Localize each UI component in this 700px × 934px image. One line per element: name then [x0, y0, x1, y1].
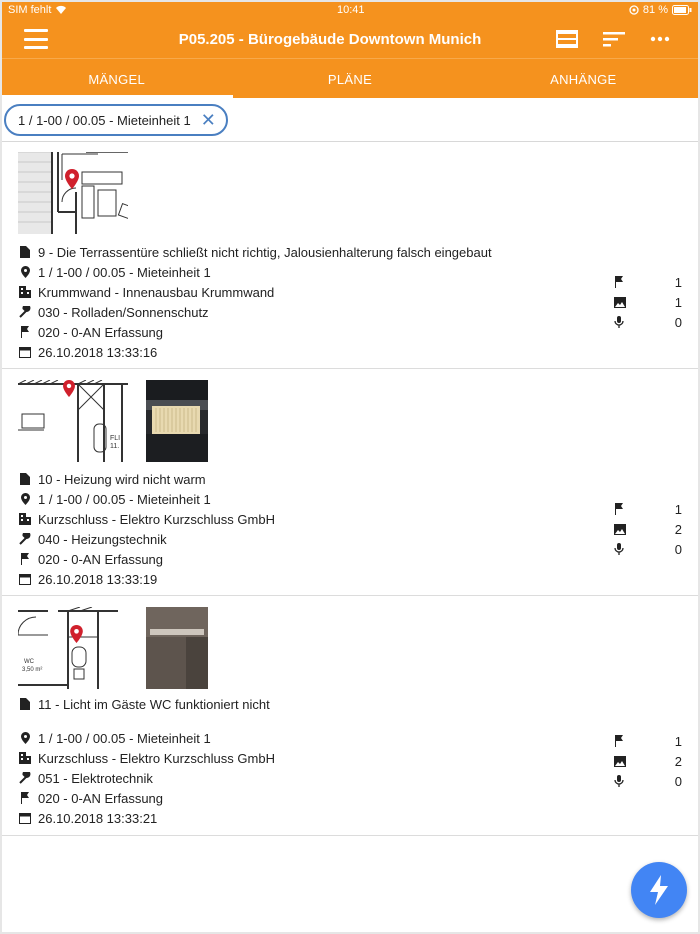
defect-trade: 040 - Heizungstechnik	[38, 531, 167, 547]
defect-location: 1 / 1-00 / 00.05 - Mieteinheit 1	[38, 264, 211, 280]
battery-icon	[672, 5, 692, 15]
flag-icon	[614, 276, 624, 288]
location-row	[18, 489, 580, 509]
map-pin-icon	[65, 169, 79, 189]
building-icon	[19, 286, 31, 298]
layout-icon[interactable]	[555, 29, 579, 49]
wrench-icon	[19, 772, 31, 784]
plan-thumbnail[interactable]	[18, 380, 128, 462]
tab-plaene[interactable]: PLÄNE	[327, 72, 373, 87]
map-pin-icon	[70, 625, 83, 643]
filter-bar	[0, 98, 700, 142]
defect-title: 9 - Die Terrassentüre schließt nicht richtig, Jalousienhalterung falsch eingebaut	[38, 244, 492, 260]
date-row	[18, 569, 580, 589]
company-row	[18, 748, 580, 768]
mic-icon	[614, 543, 624, 555]
image-count: 2	[614, 751, 682, 771]
defect-title-row	[18, 242, 580, 262]
map-pin-icon	[63, 380, 75, 397]
trade-row	[18, 302, 580, 322]
svg-text:11.: 11.	[110, 443, 120, 450]
defect-status: 020 - 0-AN Erfassung	[38, 551, 164, 567]
flag-count: 1	[614, 272, 682, 292]
file-icon	[20, 246, 30, 258]
image-icon	[614, 524, 626, 535]
defect-trade: 030 - Rolladen/Sonnenschutz	[38, 304, 209, 320]
flag-icon	[614, 735, 624, 747]
defect-list	[0, 142, 700, 836]
tab-bar	[0, 58, 700, 98]
map-pin-icon	[21, 266, 30, 278]
menu-icon[interactable]	[24, 29, 48, 49]
defect-title-row	[18, 694, 580, 714]
radiator-photo	[146, 380, 208, 462]
date-row	[18, 342, 580, 362]
svg-text:WC: WC	[24, 659, 34, 665]
defect-date: 26.10.2018 13:33:19	[38, 571, 158, 587]
tab-maengel[interactable]: MÄNGEL	[0, 59, 233, 98]
defect-location: 1 / 1-00 / 00.05 - Mieteinheit 1	[38, 491, 211, 507]
flag-icon	[20, 326, 30, 338]
wrench-icon	[19, 306, 31, 318]
more-icon[interactable]	[650, 36, 670, 42]
status-row	[18, 322, 580, 342]
defect-company: Kurzschluss - Elektro Kurzschluss GmbH	[38, 511, 275, 527]
audio-count: 0	[614, 539, 682, 559]
audio-count: 0	[614, 771, 682, 791]
company-row	[18, 282, 580, 302]
date-row	[18, 808, 580, 828]
flag-icon	[614, 503, 624, 515]
wifi-icon	[55, 5, 67, 15]
calendar-icon	[19, 346, 31, 358]
defect-date: 26.10.2018 13:33:16	[38, 344, 158, 360]
image-count: 2	[614, 519, 682, 539]
map-pin-icon	[21, 732, 30, 744]
clock: 10:41	[337, 4, 365, 16]
lightning-icon	[648, 875, 670, 905]
close-icon[interactable]: ✕	[200, 110, 216, 130]
company-row	[18, 509, 580, 529]
location-row	[18, 728, 580, 748]
filter-chip-label: 1 / 1-00 / 00.05 - Mieteinheit 1	[18, 112, 191, 128]
map-pin-icon	[21, 493, 30, 505]
trade-row	[18, 529, 580, 549]
photo-thumbnail[interactable]	[146, 380, 208, 462]
flag-icon	[20, 553, 30, 565]
defect-trade: 051 - Elektrotechnik	[38, 770, 153, 786]
defect-card[interactable]	[0, 369, 700, 596]
audio-count: 0	[614, 312, 682, 332]
building-icon	[19, 513, 31, 525]
defect-status: 020 - 0-AN Erfassung	[38, 790, 164, 806]
calendar-icon	[19, 573, 31, 585]
location-row	[18, 262, 580, 282]
defect-title-row	[18, 469, 580, 489]
svg-text:3,50 m²: 3,50 m²	[22, 667, 43, 673]
image-icon	[614, 297, 626, 308]
battery-label: 81 %	[642, 4, 668, 16]
defect-location: 1 / 1-00 / 00.05 - Mieteinheit 1	[38, 730, 211, 746]
defect-company: Krummwand - Innenausbau Krummwand	[38, 284, 275, 300]
sort-icon[interactable]	[602, 29, 626, 49]
file-icon	[20, 698, 30, 710]
image-count: 1	[614, 292, 682, 312]
flag-icon	[20, 792, 30, 804]
file-icon	[20, 473, 30, 485]
defect-company: Kurzschluss - Elektro Kurzschluss GmbH	[38, 750, 275, 766]
defect-card[interactable]	[0, 596, 700, 836]
flag-count: 1	[614, 499, 682, 519]
status-row	[18, 788, 580, 808]
tab-anhaenge[interactable]: ANHÄNGE	[550, 72, 617, 87]
quick-action-button[interactable]	[631, 862, 687, 918]
calendar-icon	[19, 812, 31, 824]
trade-row	[18, 768, 580, 788]
app-toolbar	[0, 20, 700, 58]
building-icon	[19, 752, 31, 764]
orientation-lock-icon	[629, 5, 639, 15]
defect-date: 26.10.2018 13:33:21	[38, 810, 158, 826]
mic-icon	[614, 775, 624, 787]
photo-thumbnail[interactable]	[146, 607, 208, 689]
defect-title: 10 - Heizung wird nicht warm	[38, 471, 206, 487]
carrier-label: SIM fehlt	[8, 4, 52, 16]
floor-plan-drawing	[18, 152, 128, 234]
defect-status: 020 - 0-AN Erfassung	[38, 324, 164, 340]
flag-count: 1	[614, 731, 682, 751]
defect-title: 11 - Licht im Gäste WC funktioniert nicht	[38, 696, 270, 712]
status-row	[18, 549, 580, 569]
mic-icon	[614, 316, 624, 328]
wall-light-photo	[146, 607, 208, 689]
location-filter-chip[interactable]	[4, 104, 228, 136]
defect-card[interactable]	[0, 142, 700, 369]
floor-plan-drawing	[18, 607, 128, 689]
page-title: P05.205 - Bürogebäude Downtown Munich	[178, 31, 482, 48]
svg-text:FLI: FLI	[110, 435, 121, 442]
plan-thumbnail[interactable]	[18, 607, 128, 689]
image-icon	[614, 756, 626, 767]
status-bar	[0, 0, 700, 20]
plan-thumbnail[interactable]	[18, 152, 128, 234]
wrench-icon	[19, 533, 31, 545]
